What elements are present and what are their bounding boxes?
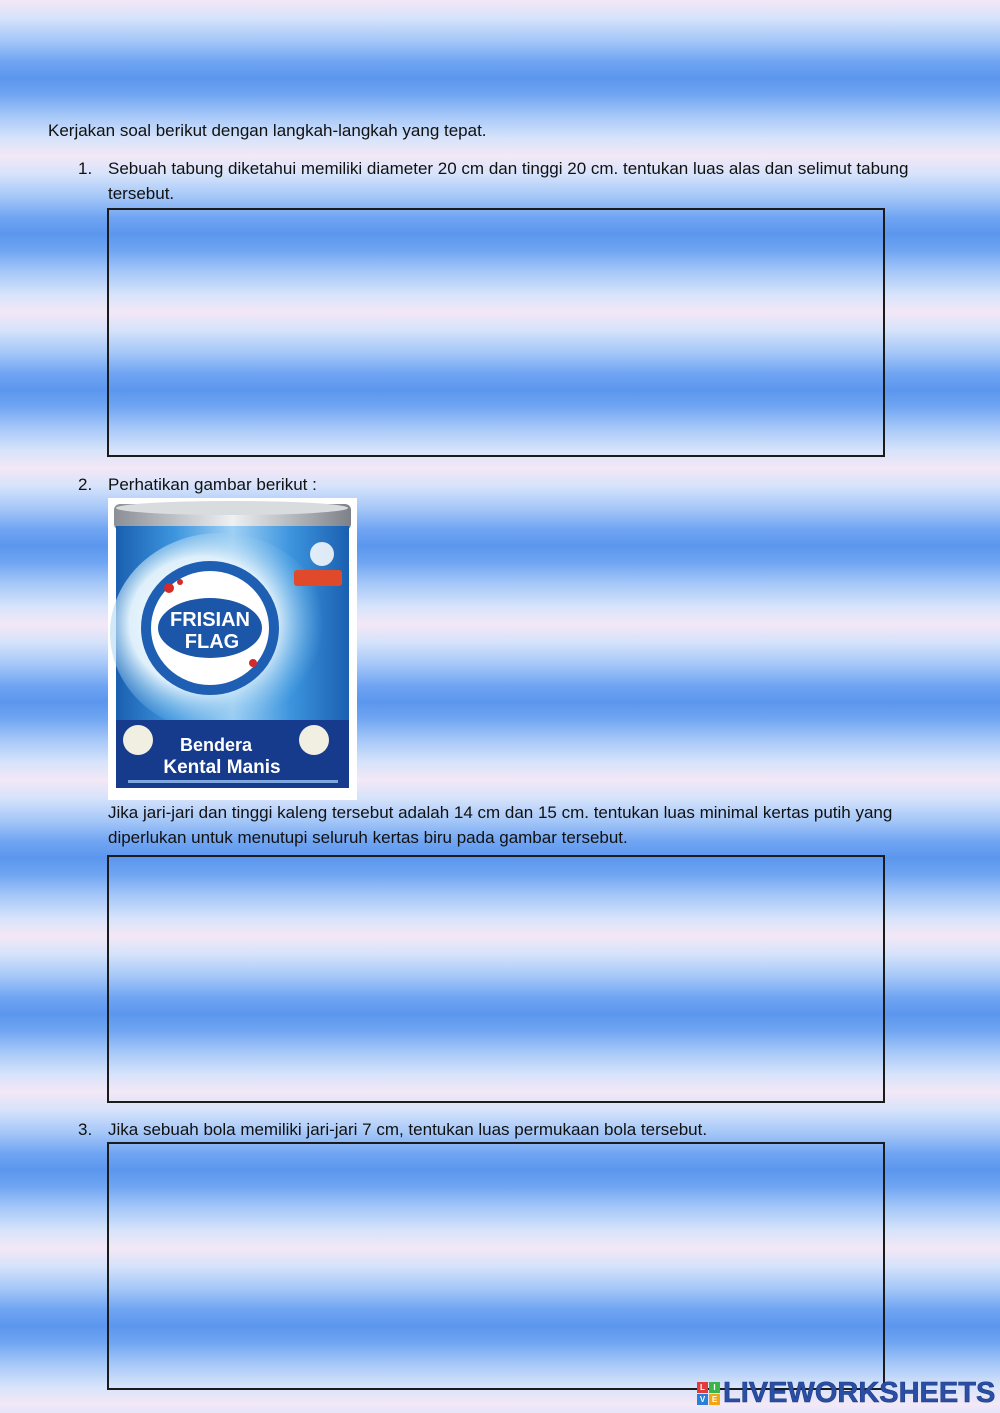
can-brand-line2: FLAG bbox=[184, 631, 240, 653]
can-product-line2: Kental Manis bbox=[163, 757, 281, 778]
question-number-3: 3. bbox=[78, 1120, 93, 1139]
answer-box-3[interactable] bbox=[107, 1142, 885, 1390]
question-text-1: Sebuah tabung diketahui memiliki diameter 20 cm dan tinggi 20 cm. tentukan luas alas dan selimut tabung tersebut. bbox=[108, 159, 909, 203]
liveworksheets-logo[interactable] bbox=[697, 1378, 995, 1408]
question-text-2: Perhatikan gambar berikut : bbox=[108, 475, 317, 494]
can-illustration bbox=[108, 498, 357, 800]
question-followup-2: Jika jari-jari dan tinggi kaleng tersebut adalah 14 cm dan 15 cm. tentukan luas minimal kertas putih yang diperlukan untuk menutupi seluruh kertas biru pada gambar tersebut. bbox=[108, 803, 893, 847]
instruction-text: Kerjakan soal berikut dengan langkah-langkah yang tepat. bbox=[48, 121, 487, 140]
answer-box-2[interactable] bbox=[107, 855, 885, 1103]
question-number-2: 2. bbox=[78, 475, 93, 494]
question-number-1: 1. bbox=[78, 159, 93, 178]
answer-box-1[interactable] bbox=[107, 208, 885, 457]
condensed-milk-can-image bbox=[108, 498, 357, 800]
liveworksheets-logo-text: LIVEWORKSHEETS bbox=[723, 1376, 996, 1409]
can-brand-line1: FRISIAN bbox=[170, 609, 250, 631]
question-text-3: Jika sebuah bola memiliki jari-jari 7 cm, tentukan luas permukaan bola tersebut. bbox=[108, 1120, 708, 1139]
liveworksheets-logo-icon: L I V E bbox=[697, 1382, 720, 1405]
can-product-line1: Bendera bbox=[179, 735, 253, 755]
